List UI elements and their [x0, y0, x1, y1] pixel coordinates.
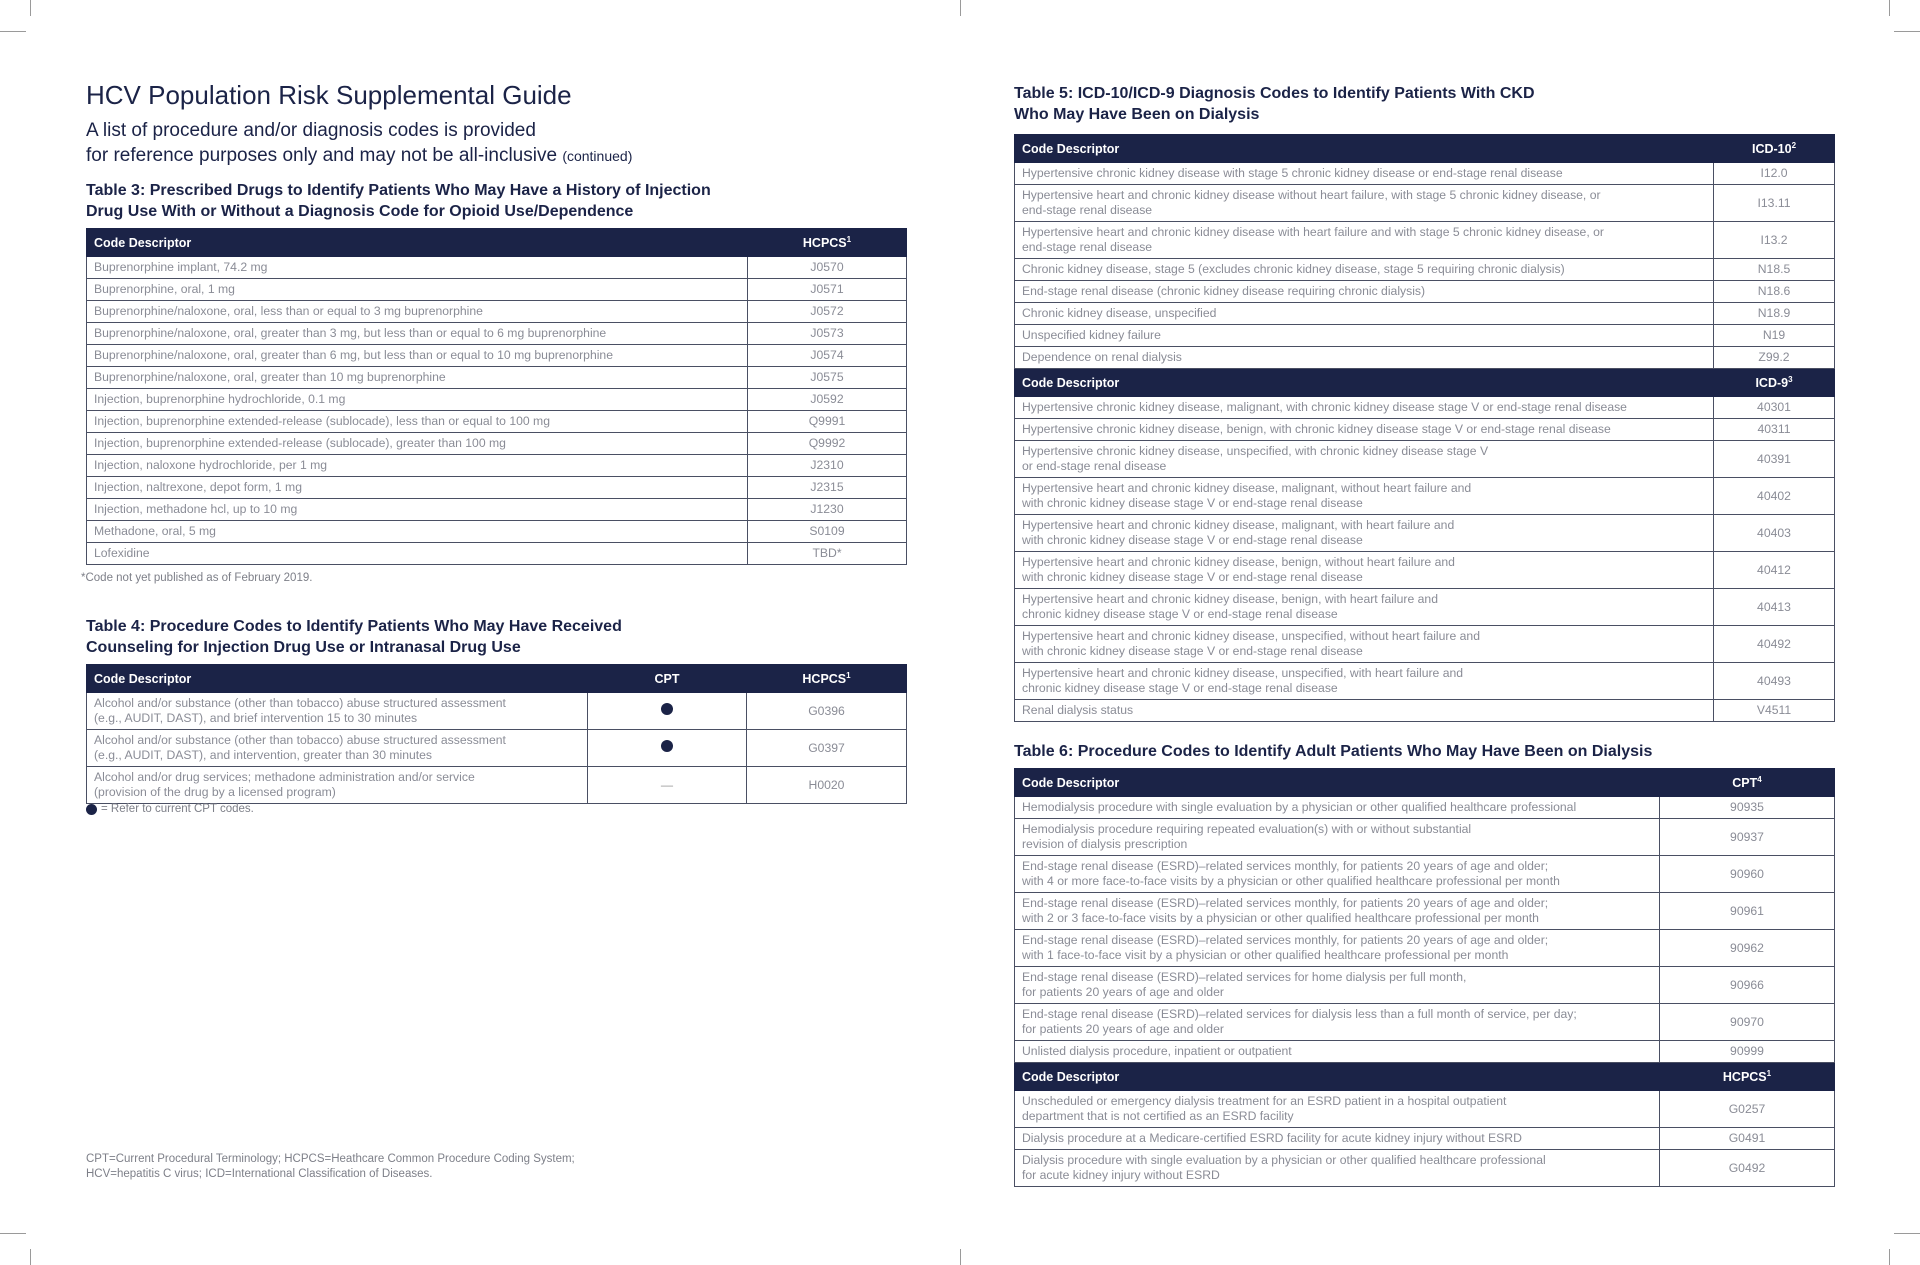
table5-icd9-descriptor-line-2: chronic kidney disease stage V or end-stage renal disease	[1022, 607, 1338, 621]
table4-cpt	[588, 730, 747, 767]
table5-icd10-descriptor-line-1: Hypertensive heart and chronic kidney disease with heart failure and with stage 5 chronic kidney disease, or	[1022, 225, 1604, 239]
table5-icd9-code: 40391	[1714, 441, 1835, 478]
table6-hcpcs-code: G0491	[1660, 1128, 1835, 1150]
table5-icd10-descriptor	[1015, 281, 1714, 303]
table4-header-code-label: HCPCS	[802, 672, 847, 687]
table5-icd9-descriptor	[1015, 515, 1714, 552]
table4-cpt	[588, 693, 747, 730]
table6-hcpcs-row	[1015, 1128, 1835, 1150]
table6-cpt-code: 90962	[1660, 930, 1835, 967]
table6-cpt-code: 90935	[1660, 797, 1835, 819]
table6-cpt-descriptor-line-2: revision of dialysis prescription	[1022, 837, 1188, 851]
table5-icd9-descriptor-line-1: Renal dialysis status	[1022, 703, 1134, 717]
table5-icd9-code: 40301	[1714, 397, 1835, 419]
table5-icd10-descriptor-line-1: Chronic kidney disease, stage 5 (excludes chronic kidney disease, stage 5 requiring chronic dialysis)	[1022, 262, 1565, 276]
crop-mark	[1889, 1249, 1890, 1265]
table3-row	[87, 389, 907, 411]
table3-row	[87, 499, 907, 521]
table5-icd10-code: N19	[1714, 325, 1835, 347]
cpt-dot-icon	[86, 804, 97, 815]
table6-header-cpt-label: CPT	[1732, 776, 1758, 791]
table3-footnote: *Code not yet published as of February 2019.	[81, 572, 313, 584]
table6-cpt-row	[1015, 1004, 1835, 1041]
cpt-dash: —	[660, 777, 674, 792]
table6-cpt-descriptor-line-2: for patients 20 years of age and older	[1022, 985, 1224, 999]
table5-icd9-row	[1015, 700, 1835, 722]
table4-descriptor-line-1: Alcohol and/or substance (other than tobacco) abuse structured assessment	[94, 733, 506, 747]
table5-icd9-header-code	[1714, 369, 1835, 397]
table3-title-line-2: Drug Use With or Without a Diagnosis Code for Opioid Use/Dependence	[86, 203, 634, 220]
table6-cpt-descriptor-line-1: End-stage renal disease (ESRD)–related services for dialysis less than a full month of service, per day;	[1022, 1007, 1577, 1021]
table5-icd10-row	[1015, 185, 1835, 222]
table5-icd10-code: Z99.2	[1714, 347, 1835, 369]
table6-cpt-descriptor-line-1: End-stage renal disease (ESRD)–related services monthly, for patients 20 years of age and older;	[1022, 933, 1549, 947]
crop-mark	[960, 0, 961, 16]
table5-icd10-descriptor-line-1: Chronic kidney disease, unspecified	[1022, 306, 1217, 320]
table6	[1014, 768, 1835, 1187]
table4-code: G0396	[747, 693, 907, 730]
table3-row	[87, 543, 907, 565]
table5-icd10-row	[1015, 281, 1835, 303]
table5-icd10-descriptor	[1015, 325, 1714, 347]
table5-icd10-row	[1015, 259, 1835, 281]
table6-hcpcs-descriptor-line-2: department that is not certified as an ESRD facility	[1022, 1109, 1294, 1123]
abbreviations-line-1: CPT=Current Procedural Terminology; HCPCS=Heathcare Common Procedure Coding System;	[86, 1153, 575, 1165]
table6-cpt-code: 90966	[1660, 967, 1835, 1004]
table5-icd9-row	[1015, 626, 1835, 663]
table4-title	[86, 616, 622, 658]
page-subtitle	[86, 118, 632, 169]
table5-header-icd10-label: ICD-10	[1751, 142, 1792, 157]
table5-title-line-2: Who May Have Been on Dialysis	[1014, 106, 1260, 123]
table5-icd9-descriptor	[1015, 552, 1714, 589]
table3-row	[87, 257, 907, 279]
table4-row	[87, 730, 907, 767]
table3-descriptor: Methadone, oral, 5 mg	[87, 521, 748, 543]
table3-descriptor: Buprenorphine, oral, 1 mg	[87, 279, 748, 301]
table3-descriptor: Injection, methadone hcl, up to 10 mg	[87, 499, 748, 521]
table5-icd9-descriptor-line-1: Hypertensive heart and chronic kidney disease, unspecified, without heart failure and	[1022, 629, 1480, 643]
table5-icd9-row	[1015, 663, 1835, 700]
table5-icd9-descriptor-line-2: chronic kidney disease stage V or end-stage renal disease	[1022, 681, 1338, 695]
table3-descriptor: Buprenorphine/naloxone, oral, less than or equal to 3 mg buprenorphine	[87, 301, 748, 323]
crop-mark	[30, 1249, 31, 1265]
table3-code: J0571	[748, 279, 907, 301]
table6-hcpcs-header-code-sup: 1	[1766, 1068, 1772, 1078]
table3-code: J1230	[748, 499, 907, 521]
table5-icd9-descriptor	[1015, 589, 1714, 626]
table6-cpt-descriptor-line-1: End-stage renal disease (ESRD)–related services monthly, for patients 20 years of age and older;	[1022, 896, 1549, 910]
table5-icd9-row	[1015, 478, 1835, 515]
table5-header-icd10-code	[1714, 135, 1835, 163]
table5-icd9-descriptor-line-2: or end-stage renal disease	[1022, 459, 1167, 473]
table4-descriptor	[87, 767, 588, 804]
table6-hcpcs-code: G0257	[1660, 1091, 1835, 1128]
table4-row	[87, 767, 907, 804]
crop-mark	[960, 1249, 961, 1265]
table6-cpt-descriptor-line-1: Hemodialysis procedure requiring repeated evaluation(s) with or without substantial	[1022, 822, 1472, 836]
table6-cpt-row	[1015, 893, 1835, 930]
table6-cpt-row	[1015, 1041, 1835, 1063]
table3-code: Q9991	[748, 411, 907, 433]
table6-cpt-descriptor	[1015, 819, 1660, 856]
table6-hcpcs-row	[1015, 1150, 1835, 1187]
table5-icd10-descriptor	[1015, 163, 1714, 185]
table3-code: J0575	[748, 367, 907, 389]
table6-cpt-descriptor-line-1: End-stage renal disease (ESRD)–related services monthly, for patients 20 years of age and older;	[1022, 859, 1549, 873]
crop-mark	[0, 31, 26, 32]
table5-icd10-descriptor	[1015, 222, 1714, 259]
table6-cpt-descriptor	[1015, 1004, 1660, 1041]
table3-row	[87, 521, 907, 543]
abbreviations-footnote	[86, 1152, 646, 1182]
table5-icd9-row	[1015, 397, 1835, 419]
table5-icd9-header-code-label: ICD-9	[1755, 376, 1789, 391]
table3-code: J0573	[748, 323, 907, 345]
table6-hcpcs-header-code	[1660, 1063, 1835, 1091]
table6-cpt-descriptor-line-1: Unlisted dialysis procedure, inpatient or outpatient	[1022, 1044, 1292, 1058]
table5-icd9-descriptor	[1015, 441, 1714, 478]
table3-code: TBD*	[748, 543, 907, 565]
table5-icd9-descriptor	[1015, 478, 1714, 515]
abbreviations-line-2: HCV=hepatitis C virus; ICD=International Classification of Diseases.	[86, 1168, 433, 1180]
table6-hcpcs-code: G0492	[1660, 1150, 1835, 1187]
table5-icd9-descriptor-line-2: with chronic kidney disease stage V or end-stage renal disease	[1022, 496, 1363, 510]
table3-header-code	[748, 229, 907, 257]
table6-cpt-descriptor-line-1: End-stage renal disease (ESRD)–related services for home dialysis per full month,	[1022, 970, 1467, 984]
table3-code: J2315	[748, 477, 907, 499]
table5-icd9-code: 40402	[1714, 478, 1835, 515]
table4-row	[87, 693, 907, 730]
crop-mark	[1894, 1233, 1920, 1234]
table5-icd9-descriptor-line-1: Hypertensive chronic kidney disease, unspecified, with chronic kidney disease stage V	[1022, 444, 1489, 458]
cpt-dot-icon	[661, 740, 673, 752]
table5-icd10-row	[1015, 303, 1835, 325]
table5-icd10-code: I13.2	[1714, 222, 1835, 259]
table4-descriptor	[87, 730, 588, 767]
table5-icd10-row	[1015, 222, 1835, 259]
table5-title-line-1: Table 5: ICD-10/ICD-9 Diagnosis Codes to Identify Patients With CKD	[1014, 85, 1535, 102]
table3-row	[87, 323, 907, 345]
table3-descriptor: Injection, naltrexone, depot form, 1 mg	[87, 477, 748, 499]
table6-cpt-descriptor	[1015, 893, 1660, 930]
table4-code: H0020	[747, 767, 907, 804]
table6-cpt-descriptor-line-1: Hemodialysis procedure with single evaluation by a physician or other qualified healthcare professional	[1022, 800, 1577, 814]
table4-descriptor-line-2: (provision of the drug by a licensed program)	[94, 785, 336, 799]
crop-mark	[30, 0, 31, 16]
table5-icd10-descriptor	[1015, 185, 1714, 222]
table5-icd9-descriptor-line-1: Hypertensive chronic kidney disease, malignant, with chronic kidney disease stage V or end-stage renal disease	[1022, 400, 1627, 414]
table5-icd10-row	[1015, 347, 1835, 369]
table6-header-descriptor: Code Descriptor	[1015, 769, 1660, 797]
table4-descriptor-line-1: Alcohol and/or drug services; methadone administration and/or service	[94, 770, 475, 784]
table3-row	[87, 301, 907, 323]
table6-cpt-descriptor	[1015, 930, 1660, 967]
table5-icd10-code: I12.0	[1714, 163, 1835, 185]
table3-row	[87, 455, 907, 477]
table5-icd9-descriptor	[1015, 419, 1714, 441]
table3-code: Q9992	[748, 433, 907, 455]
table5-icd10-descriptor-line-1: Unspecified kidney failure	[1022, 328, 1161, 342]
table4-descriptor-line-1: Alcohol and/or substance (other than tobacco) abuse structured assessment	[94, 696, 506, 710]
table5-icd9-descriptor-line-1: Hypertensive heart and chronic kidney disease, malignant, without heart failure and	[1022, 481, 1472, 495]
table5-icd9-code: 40492	[1714, 626, 1835, 663]
crop-mark	[0, 1233, 26, 1234]
table5-icd10-descriptor-line-2: end-stage renal disease	[1022, 240, 1153, 254]
table5-icd9-header-descriptor: Code Descriptor	[1015, 369, 1714, 397]
table3-descriptor: Injection, buprenorphine extended-release (sublocade), greater than 100 mg	[87, 433, 748, 455]
table5-icd9-code: 40403	[1714, 515, 1835, 552]
table3-row	[87, 367, 907, 389]
table5-icd9-code: V4511	[1714, 700, 1835, 722]
table5-icd9-header-code-sup: 3	[1788, 374, 1793, 384]
table6-cpt-row	[1015, 930, 1835, 967]
table3-row	[87, 345, 907, 367]
table4-code: G0397	[747, 730, 907, 767]
table3-row	[87, 477, 907, 499]
table5-icd10-descriptor-line-1: End-stage renal disease (chronic kidney disease requiring chronic dialysis)	[1022, 284, 1426, 298]
table5-icd10-descriptor	[1015, 347, 1714, 369]
table6-hcpcs-descriptor	[1015, 1128, 1660, 1150]
table5-icd10-code: I13.11	[1714, 185, 1835, 222]
table5-header-icd10	[1015, 135, 1835, 163]
subtitle-line-2: for reference purposes only and may not be all-inclusive	[86, 145, 558, 166]
table6-cpt-row	[1015, 856, 1835, 893]
table3-code: J0570	[748, 257, 907, 279]
table5-icd9-row	[1015, 552, 1835, 589]
table6-hcpcs-header-descriptor: Code Descriptor	[1015, 1063, 1660, 1091]
table3-row	[87, 411, 907, 433]
table6-hcpcs-row	[1015, 1091, 1835, 1128]
table6-hcpcs-descriptor	[1015, 1150, 1660, 1187]
table6-title: Table 6: Procedure Codes to Identify Adult Patients Who May Have Been on Dialysis	[1014, 743, 1653, 760]
table6-hcpcs-header	[1015, 1063, 1835, 1091]
table3-descriptor: Buprenorphine/naloxone, oral, greater than 10 mg buprenorphine	[87, 367, 748, 389]
table3-title-line-1: Table 3: Prescribed Drugs to Identify Patients Who May Have a History of Injection	[86, 182, 711, 199]
table4	[86, 664, 907, 804]
crop-mark	[1889, 0, 1890, 16]
table3-header-descriptor: Code Descriptor	[87, 229, 748, 257]
table4-descriptor-line-2: (e.g., AUDIT, DAST), and intervention, greater than 30 minutes	[94, 748, 433, 762]
page-title: HCV Population Risk Supplemental Guide	[86, 80, 572, 110]
table3	[86, 228, 907, 565]
table6-cpt-code: 90999	[1660, 1041, 1835, 1063]
table5-icd9-descriptor-line-2: with chronic kidney disease stage V or end-stage renal disease	[1022, 644, 1363, 658]
table3-code: J0574	[748, 345, 907, 367]
table6-cpt-code: 90970	[1660, 1004, 1835, 1041]
table3-code: J0572	[748, 301, 907, 323]
subtitle-line-1: A list of procedure and/or diagnosis codes is provided	[86, 120, 536, 141]
table3-descriptor: Buprenorphine/naloxone, oral, greater than 3 mg, but less than or equal to 6 mg buprenorphine	[87, 323, 748, 345]
table5-icd9-row	[1015, 441, 1835, 478]
table4-header-code	[747, 665, 907, 693]
table5-icd10-row	[1015, 163, 1835, 185]
table4-header-code-sup: 1	[846, 670, 851, 680]
table6-hcpcs-descriptor-line-1: Dialysis procedure at a Medicare-certified ESRD facility for acute kidney injury without ESRD	[1022, 1131, 1522, 1145]
table4-title-line-2: Counseling for Injection Drug Use or Intranasal Drug Use	[86, 639, 521, 656]
table5-icd10-descriptor-line-1: Dependence on renal dialysis	[1022, 350, 1182, 364]
subtitle-continued: (continued)	[562, 148, 633, 164]
table4-cpt	[588, 767, 747, 804]
table6-cpt-code: 90961	[1660, 893, 1835, 930]
table3-code: S0109	[748, 521, 907, 543]
table4-title-line-1: Table 4: Procedure Codes to Identify Patients Who May Have Received	[86, 618, 622, 635]
table6-cpt-row	[1015, 819, 1835, 856]
table5-icd9-row	[1015, 589, 1835, 626]
table6-cpt-descriptor-line-2: for patients 20 years of age and older	[1022, 1022, 1224, 1036]
table3-descriptor: Injection, buprenorphine extended-release (sublocade), less than or equal to 100 mg	[87, 411, 748, 433]
table5-icd9-code: 40311	[1714, 419, 1835, 441]
table5-icd9-descriptor-line-2: with chronic kidney disease stage V or end-stage renal disease	[1022, 570, 1363, 584]
table5-header-icd10-sup: 2	[1791, 140, 1797, 150]
table5-icd9-descriptor-line-2: with chronic kidney disease stage V or end-stage renal disease	[1022, 533, 1363, 547]
table5-icd9-descriptor	[1015, 626, 1714, 663]
table6-header-cpt-sup: 4	[1757, 774, 1762, 784]
table5-icd10-descriptor	[1015, 303, 1714, 325]
table6-cpt-descriptor	[1015, 1041, 1660, 1063]
table4-header-descriptor: Code Descriptor	[87, 665, 588, 693]
table5-icd9-code: 40493	[1714, 663, 1835, 700]
table5	[1014, 134, 1835, 722]
table3-descriptor: Buprenorphine/naloxone, oral, greater than 6 mg, but less than or equal to 10 mg buprenorphine	[87, 345, 748, 367]
table6-hcpcs-descriptor-line-1: Dialysis procedure with single evaluation by a physician or other qualified healthcare professional	[1022, 1153, 1546, 1167]
table4-legend	[86, 803, 254, 815]
table4-descriptor	[87, 693, 588, 730]
table5-icd10-descriptor-line-1: Hypertensive chronic kidney disease with stage 5 chronic kidney disease or end-stage renal disease	[1022, 166, 1563, 180]
table5-icd10-code: N18.5	[1714, 259, 1835, 281]
table5-icd9-descriptor	[1015, 663, 1714, 700]
table5-icd10-descriptor-line-1: Hypertensive heart and chronic kidney disease without heart failure, with stage 5 chronic kidney disease, or	[1022, 188, 1601, 202]
table6-hcpcs-descriptor	[1015, 1091, 1660, 1128]
table5-icd9-descriptor-line-1: Hypertensive heart and chronic kidney disease, unspecified, with heart failure and	[1022, 666, 1464, 680]
table6-cpt-row	[1015, 797, 1835, 819]
table3-code: J2310	[748, 455, 907, 477]
table3-title	[86, 180, 711, 222]
table6-cpt-code: 90960	[1660, 856, 1835, 893]
table3-descriptor: Injection, naloxone hydrochloride, per 1 mg	[87, 455, 748, 477]
table5-icd10-descriptor-line-2: end-stage renal disease	[1022, 203, 1153, 217]
table5-icd9-descriptor-line-1: Hypertensive heart and chronic kidney disease, benign, with heart failure and	[1022, 592, 1438, 606]
table3-row	[87, 433, 907, 455]
table5-icd9-row	[1015, 515, 1835, 552]
table6-cpt-code: 90937	[1660, 819, 1835, 856]
table6-cpt-descriptor	[1015, 856, 1660, 893]
table6-header-cpt	[1015, 769, 1835, 797]
table6-cpt-descriptor-line-2: with 1 face-to-face visit by a physician or other qualified healthcare professional per month	[1022, 948, 1509, 962]
table5-icd9-descriptor-line-1: Hypertensive heart and chronic kidney disease, malignant, with heart failure and	[1022, 518, 1455, 532]
table5-icd9-descriptor-line-1: Hypertensive heart and chronic kidney disease, benign, without heart failure and	[1022, 555, 1455, 569]
table6-cpt-descriptor	[1015, 967, 1660, 1004]
table6-header-cpt-code	[1660, 769, 1835, 797]
table6-cpt-descriptor	[1015, 797, 1660, 819]
table6-hcpcs-header-code-label: HCPCS	[1722, 1070, 1767, 1085]
table5-icd9-descriptor	[1015, 397, 1714, 419]
table6-cpt-row	[1015, 967, 1835, 1004]
table5-title	[1014, 83, 1535, 125]
table5-header-descriptor: Code Descriptor	[1015, 135, 1714, 163]
cpt-dot-icon	[661, 703, 673, 715]
table3-row	[87, 279, 907, 301]
table5-icd9-descriptor	[1015, 700, 1714, 722]
table5-icd9-row	[1015, 419, 1835, 441]
table5-icd10-row	[1015, 325, 1835, 347]
crop-mark	[1894, 31, 1920, 32]
table5-icd9-header	[1015, 369, 1835, 397]
table4-legend-text: = Refer to current CPT codes.	[101, 803, 254, 815]
table3-code: J0592	[748, 389, 907, 411]
table4-descriptor-line-2: (e.g., AUDIT, DAST), and brief intervention 15 to 30 minutes	[94, 711, 418, 725]
table3-descriptor: Lofexidine	[87, 543, 748, 565]
table5-icd9-code: 40413	[1714, 589, 1835, 626]
table5-icd10-code: N18.6	[1714, 281, 1835, 303]
table5-icd9-descriptor-line-1: Hypertensive chronic kidney disease, benign, with chronic kidney disease stage V or end-stage renal disease	[1022, 422, 1611, 436]
table4-header-cpt: CPT	[588, 665, 747, 693]
table5-icd10-descriptor	[1015, 259, 1714, 281]
table6-hcpcs-descriptor-line-2: for acute kidney injury without ESRD	[1022, 1168, 1220, 1182]
table3-descriptor: Buprenorphine implant, 74.2 mg	[87, 257, 748, 279]
table3-header-code-sup: 1	[846, 234, 852, 244]
table6-hcpcs-descriptor-line-1: Unscheduled or emergency dialysis treatment for an ESRD patient in a hospital outpatient	[1022, 1094, 1507, 1108]
table6-cpt-descriptor-line-2: with 4 or more face-to-face visits by a physician or other qualified healthcare professional per month	[1022, 874, 1560, 888]
table5-icd10-code: N18.9	[1714, 303, 1835, 325]
table3-descriptor: Injection, buprenorphine hydrochloride, 0.1 mg	[87, 389, 748, 411]
table5-icd9-code: 40412	[1714, 552, 1835, 589]
table6-cpt-descriptor-line-2: with 2 or 3 face-to-face visits by a physician or other qualified healthcare professional per month	[1022, 911, 1539, 925]
table3-header-code-label: HCPCS	[802, 236, 847, 251]
